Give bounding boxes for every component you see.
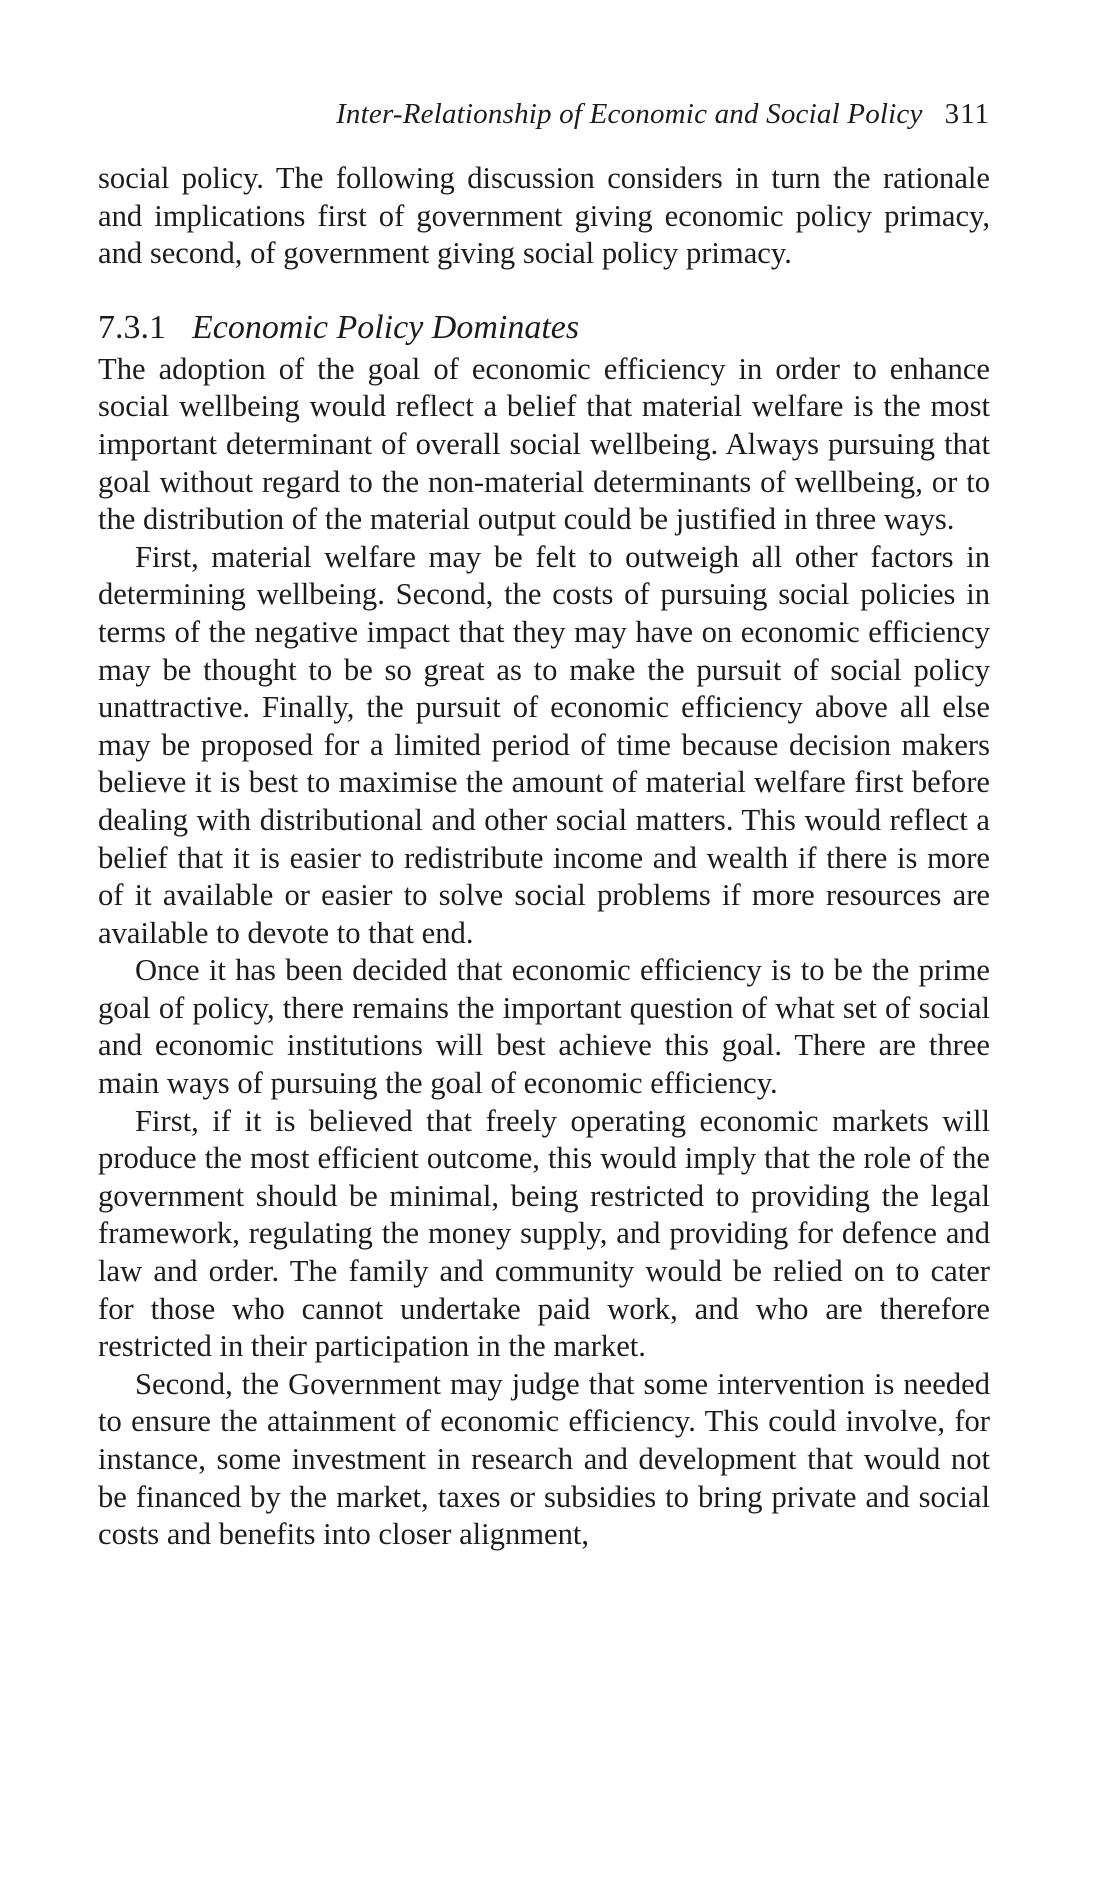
running-title: Inter-Relationship of Economic and Social Policy xyxy=(336,98,923,130)
running-header xyxy=(98,96,990,136)
book-page xyxy=(98,96,990,1554)
body-paragraph-3: Once it has been decided that economic efficiency is to be the prime goal of policy, there remains the important question of what set of social and economic institutions will best achieve this goal. There are three main ways of pursuing the goal of economic efficiency. xyxy=(98,953,990,1101)
body-paragraph-2: First, material welfare may be felt to outweigh all other factors in determining wellbeing. Second, the costs of pursuing social policies in terms of the negative impact that they may have on economic efficiency may be thought to be so great as to make the pursuit of social policy unattractive. Finally, the pursuit of economic efficiency above all else may be proposed for a limited period of time because decision makers believe it is best to maximise the amount of material welfare first before dealing with distributional and other social matters. This would reflect a belief that it is easier to redistribute income and wealth if there is more of it available or easier to solve social problems if more resources are available to devote to that end. xyxy=(98,539,990,950)
section-title: Economic Policy Dominates xyxy=(192,308,580,346)
body-paragraph-5: Second, the Government may judge that some intervention is needed to ensure the attainment of economic efficiency. This could involve, for instance, some investment in research and development that would not be financed by the market, taxes or subsidies to bring private and social costs and benefits into closer alignment, xyxy=(98,1366,990,1552)
body-paragraph-1: The adoption of the goal of economic efficiency in order to enhance social wellbeing would reflect a belief that material welfare is the most important determinant of overall social wellbeing. Always pursuing that goal without regard to the non-material determinants of wellbeing, or to the distribution of the material output could be justified in three ways. xyxy=(98,351,990,537)
section-heading xyxy=(98,307,990,349)
body-paragraph-4: First, if it is believed that freely operating economic markets will produce the most efficient outcome, this would imply that the role of the government should be minimal, being restricted to providing the legal framework, regulating the money supply, and providing for defence and law and order. The family and community would be relied on to cater for those who cannot undertake paid work, and who are therefore restricted in their participation in the market. xyxy=(98,1103,990,1364)
page-number: 311 xyxy=(944,98,990,130)
intro-paragraph: social policy. The following discussion considers in turn the rationale and implications first of government giving economic policy primacy, and second, of government giving social policy primacy. xyxy=(98,161,990,271)
section-number: 7.3.1 xyxy=(98,308,166,346)
